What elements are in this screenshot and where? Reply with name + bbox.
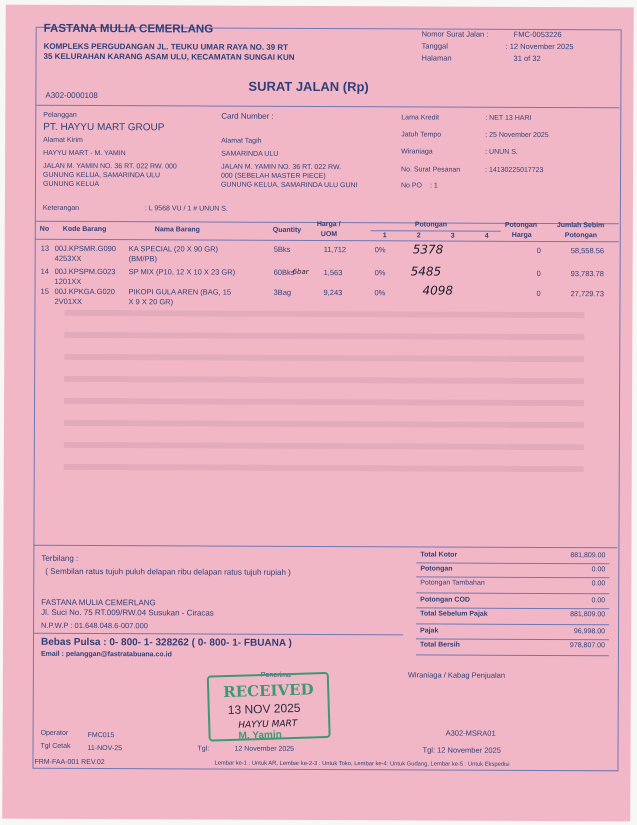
penerima-label: Penerima bbox=[260, 671, 291, 679]
tgl-cetak-value: 11-NOV-25 bbox=[87, 744, 123, 753]
total-row: Total Bersih 978,807.00 bbox=[416, 638, 609, 656]
keterangan-label: Keterangan bbox=[42, 204, 80, 212]
alamat-kirim-line1: JALAN M. YAMIN NO. 36 RT. 022 RW. 000 bbox=[43, 162, 177, 171]
jatuh-tempo-label: Jatuh Tempo bbox=[401, 131, 442, 139]
alamat-tagih-line3: GUNUNG KELUA, SAMARINDA ULU GUNI bbox=[220, 181, 358, 190]
tgl-mid-label: Tgl: bbox=[197, 745, 210, 753]
row-harga: 11,712 bbox=[323, 245, 347, 255]
form-code: FRM-FAA-001 REV.02 bbox=[34, 758, 105, 767]
halaman-label: Halaman bbox=[421, 53, 452, 63]
row-nama: PIKOPI GULA AREN (BAG, 15 bbox=[128, 287, 232, 297]
row-no: 15 bbox=[40, 286, 49, 296]
pelanggan-label: Pelanggan bbox=[43, 111, 77, 119]
company-name: FASTANA MULIA CEMERLANG bbox=[43, 22, 214, 36]
no-pesanan-value: : 14130225017723 bbox=[485, 166, 544, 174]
stamp-title: RECEIVED bbox=[222, 680, 314, 702]
hotline: Bebas Pulsa : 0- 800- 1- 328262 ( 0- 800- 1- FBUANA ) bbox=[40, 636, 292, 649]
stamp-line-2: M. Yamin bbox=[238, 729, 282, 742]
alamat-tagih-line1: JALAN M. YAMIN NO. 36 RT. 022 RW. bbox=[221, 163, 342, 172]
row-nama-2: (BM/PB) bbox=[128, 254, 158, 264]
row-nama-2: X 9 X 20 GR) bbox=[128, 297, 174, 307]
row-nama: SP MIX (P10, 12 X 10 X 23 GR) bbox=[128, 267, 236, 277]
row-kode: 00J.KPSPM.G023 bbox=[54, 266, 116, 277]
col-pot-2: 2 bbox=[416, 232, 421, 240]
row-pot-harga: 0 bbox=[536, 245, 541, 255]
alamat-kirim-line3: GUNUNG KELUA bbox=[42, 180, 100, 189]
total-row: Potongan 0.00 bbox=[416, 562, 609, 578]
halaman-value: 31 of 32 bbox=[513, 53, 541, 63]
bleed-through-rows bbox=[6, 5, 634, 8]
row-qty: 3Bag bbox=[273, 287, 292, 297]
row-no: 14 bbox=[40, 266, 49, 276]
handwritten-note: 5485 bbox=[410, 264, 442, 279]
operator-value: FMC015 bbox=[87, 731, 115, 740]
stamp-date: 13 NOV 2025 bbox=[227, 700, 301, 718]
handwritten-qty-note: 6bar bbox=[292, 267, 309, 276]
email: Email : pelanggan@fastratabuana.co.id bbox=[40, 650, 172, 659]
col-uom: UOM bbox=[320, 231, 338, 239]
col-pot-1: 1 bbox=[382, 232, 387, 240]
tgl-right: Tgl: 12 November 2025 bbox=[422, 745, 501, 755]
row-pot-harga: 0 bbox=[536, 268, 541, 278]
total-row: Total Kotor 881,809.00 bbox=[416, 548, 609, 564]
terbilang-label: Terbilang : bbox=[41, 553, 79, 563]
row-kode-2: 1201XX bbox=[54, 276, 82, 286]
row-pot1: 0% bbox=[374, 245, 386, 255]
tanggal-value: : 12 November 2025 bbox=[505, 41, 574, 52]
no-po-value: : 1 bbox=[429, 182, 438, 190]
col-no: No bbox=[39, 225, 50, 233]
wiraniaga-label: Wiraniaga bbox=[401, 148, 433, 156]
tanggal-label: Tanggal bbox=[421, 41, 448, 51]
alamat-kirim-label: Alamat Kirim bbox=[43, 136, 83, 144]
tgl-cetak-label: Tgl Cetak bbox=[40, 742, 71, 750]
col-pot-4: 4 bbox=[484, 232, 489, 240]
nomor-value: FMC-0053226 bbox=[513, 29, 562, 40]
col-potongan-harga-2: Harga bbox=[511, 231, 532, 239]
company-address-footer: Jl. Suci No. 75 RT.009/RW.04 Susukan - Ciracas bbox=[41, 607, 214, 618]
handwritten-note: 4098 bbox=[422, 283, 454, 298]
keterangan-value: : L 9568 VU / 1 # UNUN S. bbox=[144, 205, 228, 213]
row-kode: 00J.KPSMR.G090 bbox=[54, 243, 117, 254]
no-pesanan-label: No. Surat Pesanan bbox=[401, 166, 461, 174]
total-row: Potongan COD 0.00 bbox=[416, 593, 609, 609]
card-number-label: Card Number : bbox=[221, 111, 274, 121]
lama-kredit-label: Lama Kredit bbox=[401, 114, 440, 122]
lama-kredit-value: : NET 13 HARI bbox=[485, 114, 532, 122]
nomor-label: Nomor Surat Jalan : bbox=[421, 29, 489, 39]
col-jumlah-2: Potongan bbox=[564, 232, 598, 240]
alamat-tagih-line2: 000 (SEBELAH MASTER PIECE) bbox=[221, 172, 326, 181]
alamat-kirim-name: HAYYU MART - M. YAMIN bbox=[43, 149, 126, 158]
row-jumlah: 93,783.78 bbox=[570, 269, 605, 279]
row-pot-harga: 0 bbox=[536, 288, 541, 298]
col-potongan-harga-1: Potongan bbox=[504, 221, 538, 229]
alamat-kirim-line2: GUNUNG KELUA, SAMARINDA ULU bbox=[43, 171, 161, 180]
jatuh-tempo-value: : 25 November 2025 bbox=[485, 131, 549, 140]
tgl-mid-value: 12 November 2025 bbox=[234, 745, 295, 753]
col-quantity: Quantity bbox=[272, 226, 302, 234]
pelanggan-value: PT. HAYYU MART GROUP bbox=[43, 121, 165, 134]
surat-jalan-document bbox=[2, 5, 634, 822]
total-row: Total Sebelum Pajak 881,809.00 bbox=[416, 607, 609, 625]
alamat-tagih-label: Alamat Tagih bbox=[221, 137, 262, 145]
col-jumlah-1: Jumlah Sebim bbox=[556, 222, 605, 230]
handwritten-note: 5378 bbox=[412, 242, 444, 257]
row-kode-2: 4253XX bbox=[54, 253, 82, 263]
company-name-footer: FASTANA MULIA CEMERLANG bbox=[41, 597, 156, 608]
col-pot-3: 3 bbox=[450, 232, 455, 240]
col-potongan: Potongan bbox=[414, 221, 448, 229]
wiraniaga-value: : UNUN S. bbox=[485, 148, 518, 156]
row-qty: 5Bks bbox=[273, 244, 291, 254]
col-harga: Harga / bbox=[316, 220, 341, 229]
row-kode: 00J.KPKGA.G020 bbox=[54, 286, 116, 297]
document-title: SURAT JALAN (Rp) bbox=[248, 78, 369, 95]
lembar-info: Lembar ke-1 : Untuk AR, Lembar ke-2-3 : Untuk Toko, Lembar ke-4: Untuk Gudang, Lembar ke-5 : Untuk Ekspedisi bbox=[214, 760, 510, 768]
row-no: 13 bbox=[40, 243, 50, 253]
row-jumlah: 58,558.56 bbox=[570, 246, 605, 256]
operator-label: Operator bbox=[40, 729, 69, 737]
company-address-2: 35 KELURAHAN KARANG ASAM ULU, KECAMATAN SUNGAI KUN bbox=[43, 51, 295, 62]
wiraniaga-kabag-label: Wiraniaga / Kabag Penjualan bbox=[407, 670, 506, 680]
document-number: A302-0000108 bbox=[45, 90, 98, 101]
col-kode-barang: Kode Barang bbox=[62, 225, 107, 234]
row-harga: 1,563 bbox=[323, 268, 343, 278]
company-address-1: KOMPLEKS PERGUDANGAN JL. TEUKU UMAR RAYA NO. 39 RT bbox=[43, 41, 289, 52]
npwp: N.P.W.P : 01.648.048.6-007.000 bbox=[41, 620, 148, 631]
row-jumlah: 27,729.73 bbox=[570, 289, 604, 299]
terbilang-value: ( Sembilan ratus tujuh puluh delapan ribu delapan ratus tujuh rupiah ) bbox=[45, 566, 291, 577]
row-nama: KA SPECIAL (20 X 90 GR) bbox=[128, 244, 219, 254]
stamp-line-1: HAYYU MART bbox=[238, 718, 298, 731]
alamat-tagih-name: SAMARINDA ULU bbox=[221, 150, 279, 158]
total-row: Pajak 96,998.00 bbox=[416, 624, 609, 640]
row-pot1: 0% bbox=[374, 268, 386, 278]
col-nama-barang: Nama Barang bbox=[154, 226, 200, 234]
row-pot1: 0% bbox=[374, 288, 386, 298]
received-stamp bbox=[207, 672, 331, 742]
reference-code: A302-MSRA01 bbox=[445, 728, 496, 738]
no-po-label: No PO bbox=[400, 182, 423, 190]
total-row: Potongan Tambahan 0.00 bbox=[416, 576, 609, 594]
row-harga: 9,243 bbox=[323, 288, 343, 298]
row-kode-2: 2V01XX bbox=[54, 296, 83, 306]
row-qty: 60Bks bbox=[273, 267, 295, 277]
